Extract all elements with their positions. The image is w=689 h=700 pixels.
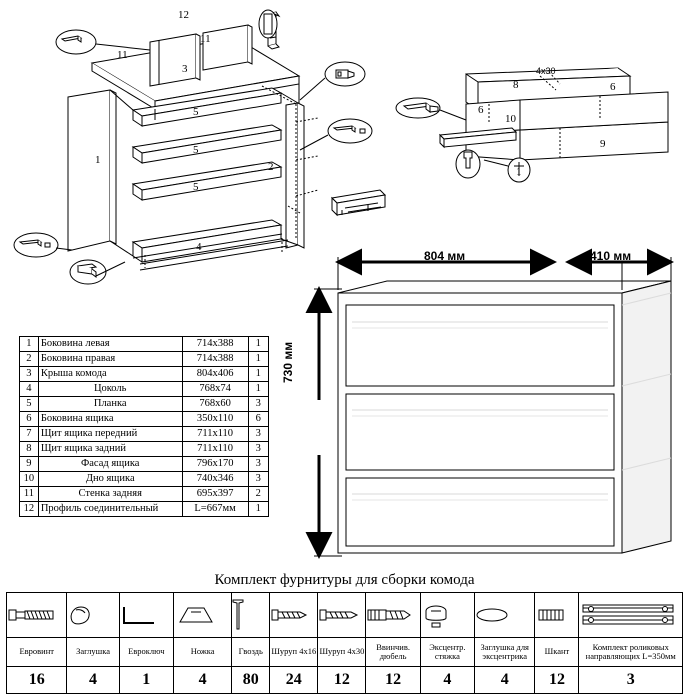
nail-icon bbox=[232, 597, 269, 633]
allen-key-icon bbox=[120, 603, 173, 627]
callout-5c: 5 bbox=[193, 181, 199, 193]
callout-6a: 6 bbox=[478, 104, 484, 116]
part-name: Профиль соединительный bbox=[38, 502, 182, 517]
part-number: 3 bbox=[20, 367, 39, 382]
part-dimension: 714x388 bbox=[182, 352, 248, 367]
hardware-count: 4 bbox=[173, 667, 231, 694]
hardware-label: Ножка bbox=[173, 638, 231, 667]
part-dimension: 740x346 bbox=[182, 472, 248, 487]
part-number: 5 bbox=[20, 397, 39, 412]
part-name: Боковина ящика bbox=[38, 412, 182, 427]
part-name: Щит ящика задний bbox=[38, 442, 182, 457]
part-quantity: 1 bbox=[248, 502, 268, 517]
screw-4x16-cell bbox=[270, 593, 318, 638]
part-number: 1 bbox=[20, 337, 39, 352]
width-dimension-label: 804 мм bbox=[424, 249, 466, 263]
table-row bbox=[20, 472, 269, 487]
cap-plug-icon bbox=[67, 604, 118, 626]
hardware-count: 16 bbox=[7, 667, 67, 694]
wooden-dowel-cell bbox=[535, 593, 579, 638]
callout-4: 4 bbox=[196, 241, 202, 253]
part-dimension: L=667мм bbox=[182, 502, 248, 517]
foot-icon bbox=[174, 604, 231, 626]
wooden-dowel-icon bbox=[535, 608, 578, 622]
hardware-label-row bbox=[7, 638, 683, 667]
part-number: 8 bbox=[20, 442, 39, 457]
callout-2: 2 bbox=[268, 161, 274, 173]
callout-9: 9 bbox=[600, 138, 606, 150]
part-quantity: 3 bbox=[248, 427, 268, 442]
cam-cover-cell bbox=[475, 593, 535, 638]
callout-5b: 5 bbox=[193, 144, 199, 156]
screw-4x30-callout: 4х30 bbox=[536, 66, 556, 76]
part-name: Дно ящика bbox=[38, 472, 182, 487]
part-quantity: 3 bbox=[248, 397, 268, 412]
part-quantity: 3 bbox=[248, 457, 268, 472]
callout-10: 10 bbox=[505, 113, 516, 125]
callout-8: 8 bbox=[513, 79, 519, 91]
hardware-label: Ввинчив. дюбель bbox=[366, 638, 420, 667]
euro-screw-cell bbox=[7, 593, 67, 638]
part-dimension: 350x110 bbox=[182, 412, 248, 427]
part-quantity: 1 bbox=[248, 382, 268, 397]
part-quantity: 1 bbox=[248, 352, 268, 367]
part-name: Крыша комода bbox=[38, 367, 182, 382]
hardware-count: 12 bbox=[535, 667, 579, 694]
hardware-count: 12 bbox=[318, 667, 366, 694]
height-dimension-label: 730 мм bbox=[281, 341, 295, 383]
screw-4x30-cell bbox=[318, 593, 366, 638]
hardware-count: 12 bbox=[366, 667, 420, 694]
part-dimension: 796x170 bbox=[182, 457, 248, 472]
part-name: Планка bbox=[38, 397, 182, 412]
table-row bbox=[20, 337, 269, 352]
part-dimension: 714x388 bbox=[182, 337, 248, 352]
part-number: 10 bbox=[20, 472, 39, 487]
hardware-count: 1 bbox=[119, 667, 173, 694]
part-name: Боковина правая bbox=[38, 352, 182, 367]
table-row bbox=[20, 487, 269, 502]
table-row bbox=[20, 382, 269, 397]
table-row bbox=[20, 412, 269, 427]
hardware-label: Шуруп 4х30 bbox=[318, 638, 366, 667]
table-row bbox=[20, 352, 269, 367]
part-quantity: 3 bbox=[248, 442, 268, 457]
hardware-count: 4 bbox=[475, 667, 535, 694]
cam-lock-cell bbox=[420, 593, 474, 638]
foot-cell bbox=[173, 593, 231, 638]
callout-5a: 5 bbox=[193, 106, 199, 118]
hardware-label: Комплект роликовых направляющих L=350мм bbox=[579, 638, 683, 667]
part-number: 2 bbox=[20, 352, 39, 367]
part-dimension: 768x74 bbox=[182, 382, 248, 397]
callout-6b: 6 bbox=[610, 81, 616, 93]
callout-11b: 11 bbox=[200, 33, 211, 45]
part-dimension: 711x110 bbox=[182, 427, 248, 442]
cam-cover-icon bbox=[475, 607, 534, 623]
hardware-count: 80 bbox=[232, 667, 270, 694]
table-row bbox=[20, 457, 269, 472]
hardware-label: Гвоздь bbox=[232, 638, 270, 667]
part-quantity: 2 bbox=[248, 487, 268, 502]
dowel-screw-cell bbox=[366, 593, 420, 638]
callout-12: 12 bbox=[178, 9, 189, 21]
parts-table-body bbox=[20, 337, 269, 517]
screw-4x30-icon bbox=[318, 607, 365, 623]
part-quantity: 3 bbox=[248, 472, 268, 487]
table-row bbox=[20, 367, 269, 382]
callout-3: 3 bbox=[182, 63, 188, 75]
parts-table bbox=[19, 336, 269, 517]
part-name: Цоколь bbox=[38, 382, 182, 397]
callout-1r: 1 bbox=[516, 166, 522, 178]
table-row bbox=[20, 442, 269, 457]
hardware-label: Евроключ bbox=[119, 638, 173, 667]
part-dimension: 711x110 bbox=[182, 442, 248, 457]
part-number: 7 bbox=[20, 427, 39, 442]
part-quantity: 1 bbox=[248, 367, 268, 382]
part-dimension: 804x406 bbox=[182, 367, 248, 382]
cap-plug-cell bbox=[67, 593, 119, 638]
part-dimension: 695x397 bbox=[182, 487, 248, 502]
drawer-slides-cell bbox=[579, 593, 683, 638]
hardware-title: Комплект фурнитуры для сборки комода bbox=[214, 572, 475, 588]
cam-lock-icon bbox=[421, 602, 474, 628]
table-row bbox=[20, 397, 269, 412]
depth-dimension-label: 410 мм bbox=[590, 249, 632, 263]
allen-key-cell bbox=[119, 593, 173, 638]
hardware-count: 24 bbox=[270, 667, 318, 694]
hardware-label: Заглушка bbox=[67, 638, 119, 667]
callout-11a: 11 bbox=[117, 49, 128, 61]
nail-cell bbox=[232, 593, 270, 638]
part-number: 6 bbox=[20, 412, 39, 427]
table-row bbox=[20, 427, 269, 442]
part-name: Боковина левая bbox=[38, 337, 182, 352]
euro-screw-icon bbox=[7, 606, 66, 624]
hardware-label: Шкант bbox=[535, 638, 579, 667]
callout-1: 1 bbox=[95, 154, 101, 166]
part-name: Фасад ящика bbox=[38, 457, 182, 472]
hardware-count: 4 bbox=[67, 667, 119, 694]
hardware-count: 4 bbox=[420, 667, 474, 694]
dowel-screw-icon bbox=[366, 606, 419, 624]
part-number: 11 bbox=[20, 487, 39, 502]
hardware-label: Евровинт bbox=[7, 638, 67, 667]
hardware-table bbox=[6, 592, 683, 694]
part-number: 9 bbox=[20, 457, 39, 472]
drawer-slides-icon bbox=[579, 601, 682, 629]
table-row bbox=[20, 502, 269, 517]
hardware-label: Эксцентр. стяжка bbox=[420, 638, 474, 667]
screw-4x16-icon bbox=[270, 607, 317, 623]
part-name: Щит ящика передний bbox=[38, 427, 182, 442]
part-number: 12 bbox=[20, 502, 39, 517]
hardware-icon-row bbox=[7, 593, 683, 638]
part-number: 4 bbox=[20, 382, 39, 397]
hardware-label: Шуруп 4х16 bbox=[270, 638, 318, 667]
part-quantity: 6 bbox=[248, 412, 268, 427]
part-dimension: 768x60 bbox=[182, 397, 248, 412]
hardware-label: Заглушка для эксцентрика bbox=[475, 638, 535, 667]
hardware-count-row bbox=[7, 667, 683, 694]
part-name: Стенка задняя bbox=[38, 487, 182, 502]
hardware-count: 3 bbox=[579, 667, 683, 694]
part-quantity: 1 bbox=[248, 337, 268, 352]
